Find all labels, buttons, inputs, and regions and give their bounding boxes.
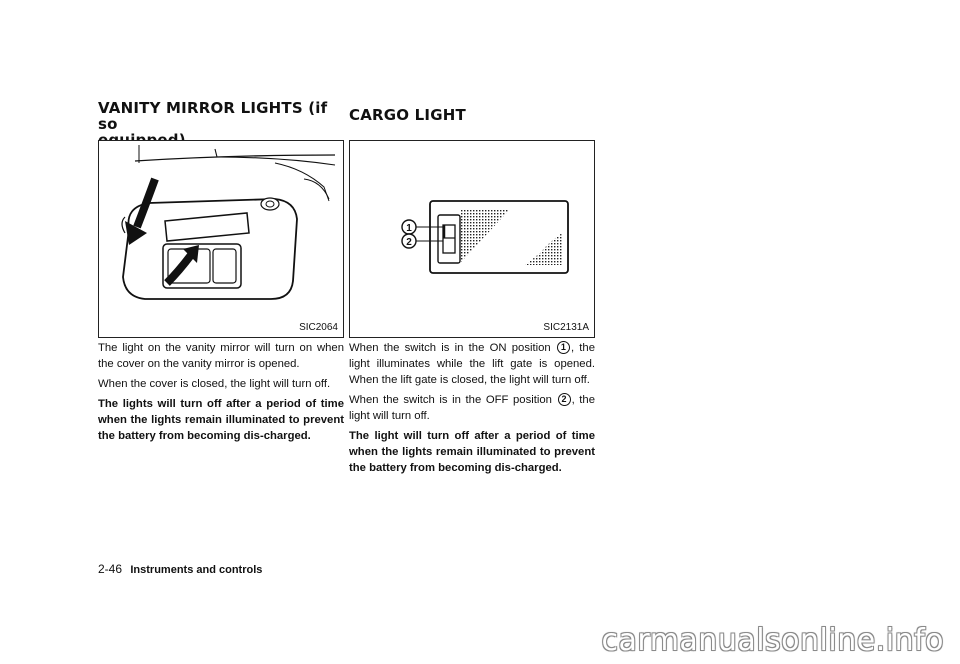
page-number: 2-46 bbox=[98, 562, 123, 576]
section-title: Instruments and controls bbox=[130, 564, 263, 576]
cargo-light-text bbox=[349, 340, 595, 480]
figure-code: SIC2131A bbox=[543, 322, 589, 333]
sun-visor-drawing bbox=[99, 141, 343, 337]
warning-paragraph: The lights will turn off after a period of time when the lights remain illuminated to prevent the battery from becoming dis-charged. bbox=[98, 398, 344, 442]
text-run: When the switch is in the ON position bbox=[349, 342, 551, 354]
warning-paragraph: The light will turn off after a period of time when the lights remain illuminated to prevent the battery from becoming dis-charged. bbox=[349, 430, 595, 474]
vanity-heading-line1: VANITY MIRROR LIGHTS (if so bbox=[98, 99, 328, 133]
vanity-mirror-illustration bbox=[98, 140, 344, 338]
callout-marker-1: 1 bbox=[557, 341, 570, 354]
text-run: , the light will turn off. bbox=[349, 394, 596, 422]
cargo-light-heading: CARGO LIGHT bbox=[349, 106, 466, 124]
paragraph: The light on the vanity mirror will turn on when the cover on the vanity mirror is opened. bbox=[98, 342, 344, 370]
paragraph bbox=[349, 392, 595, 424]
page-footer bbox=[98, 562, 262, 576]
paragraph: When the cover is closed, the light will turn off. bbox=[98, 378, 331, 390]
figure-code: SIC2064 bbox=[299, 322, 338, 333]
callout-marker-2: 2 bbox=[558, 393, 571, 406]
cargo-lamp-drawing bbox=[350, 141, 594, 337]
watermark-logo: carmanualsonline.info bbox=[601, 623, 944, 658]
text-run: , the light illuminates while the lift gate is opened. When the lift gate is closed, the light will turn off. bbox=[349, 342, 596, 386]
callout-1 bbox=[402, 220, 416, 234]
cargo-light-illustration bbox=[349, 140, 595, 338]
paragraph bbox=[349, 340, 595, 388]
svg-text:1: 1 bbox=[406, 223, 412, 234]
callout-2 bbox=[402, 234, 416, 248]
text-run: When the switch is in the OFF position bbox=[349, 394, 552, 406]
svg-text:2: 2 bbox=[406, 237, 412, 248]
vanity-mirror-text bbox=[98, 340, 344, 448]
